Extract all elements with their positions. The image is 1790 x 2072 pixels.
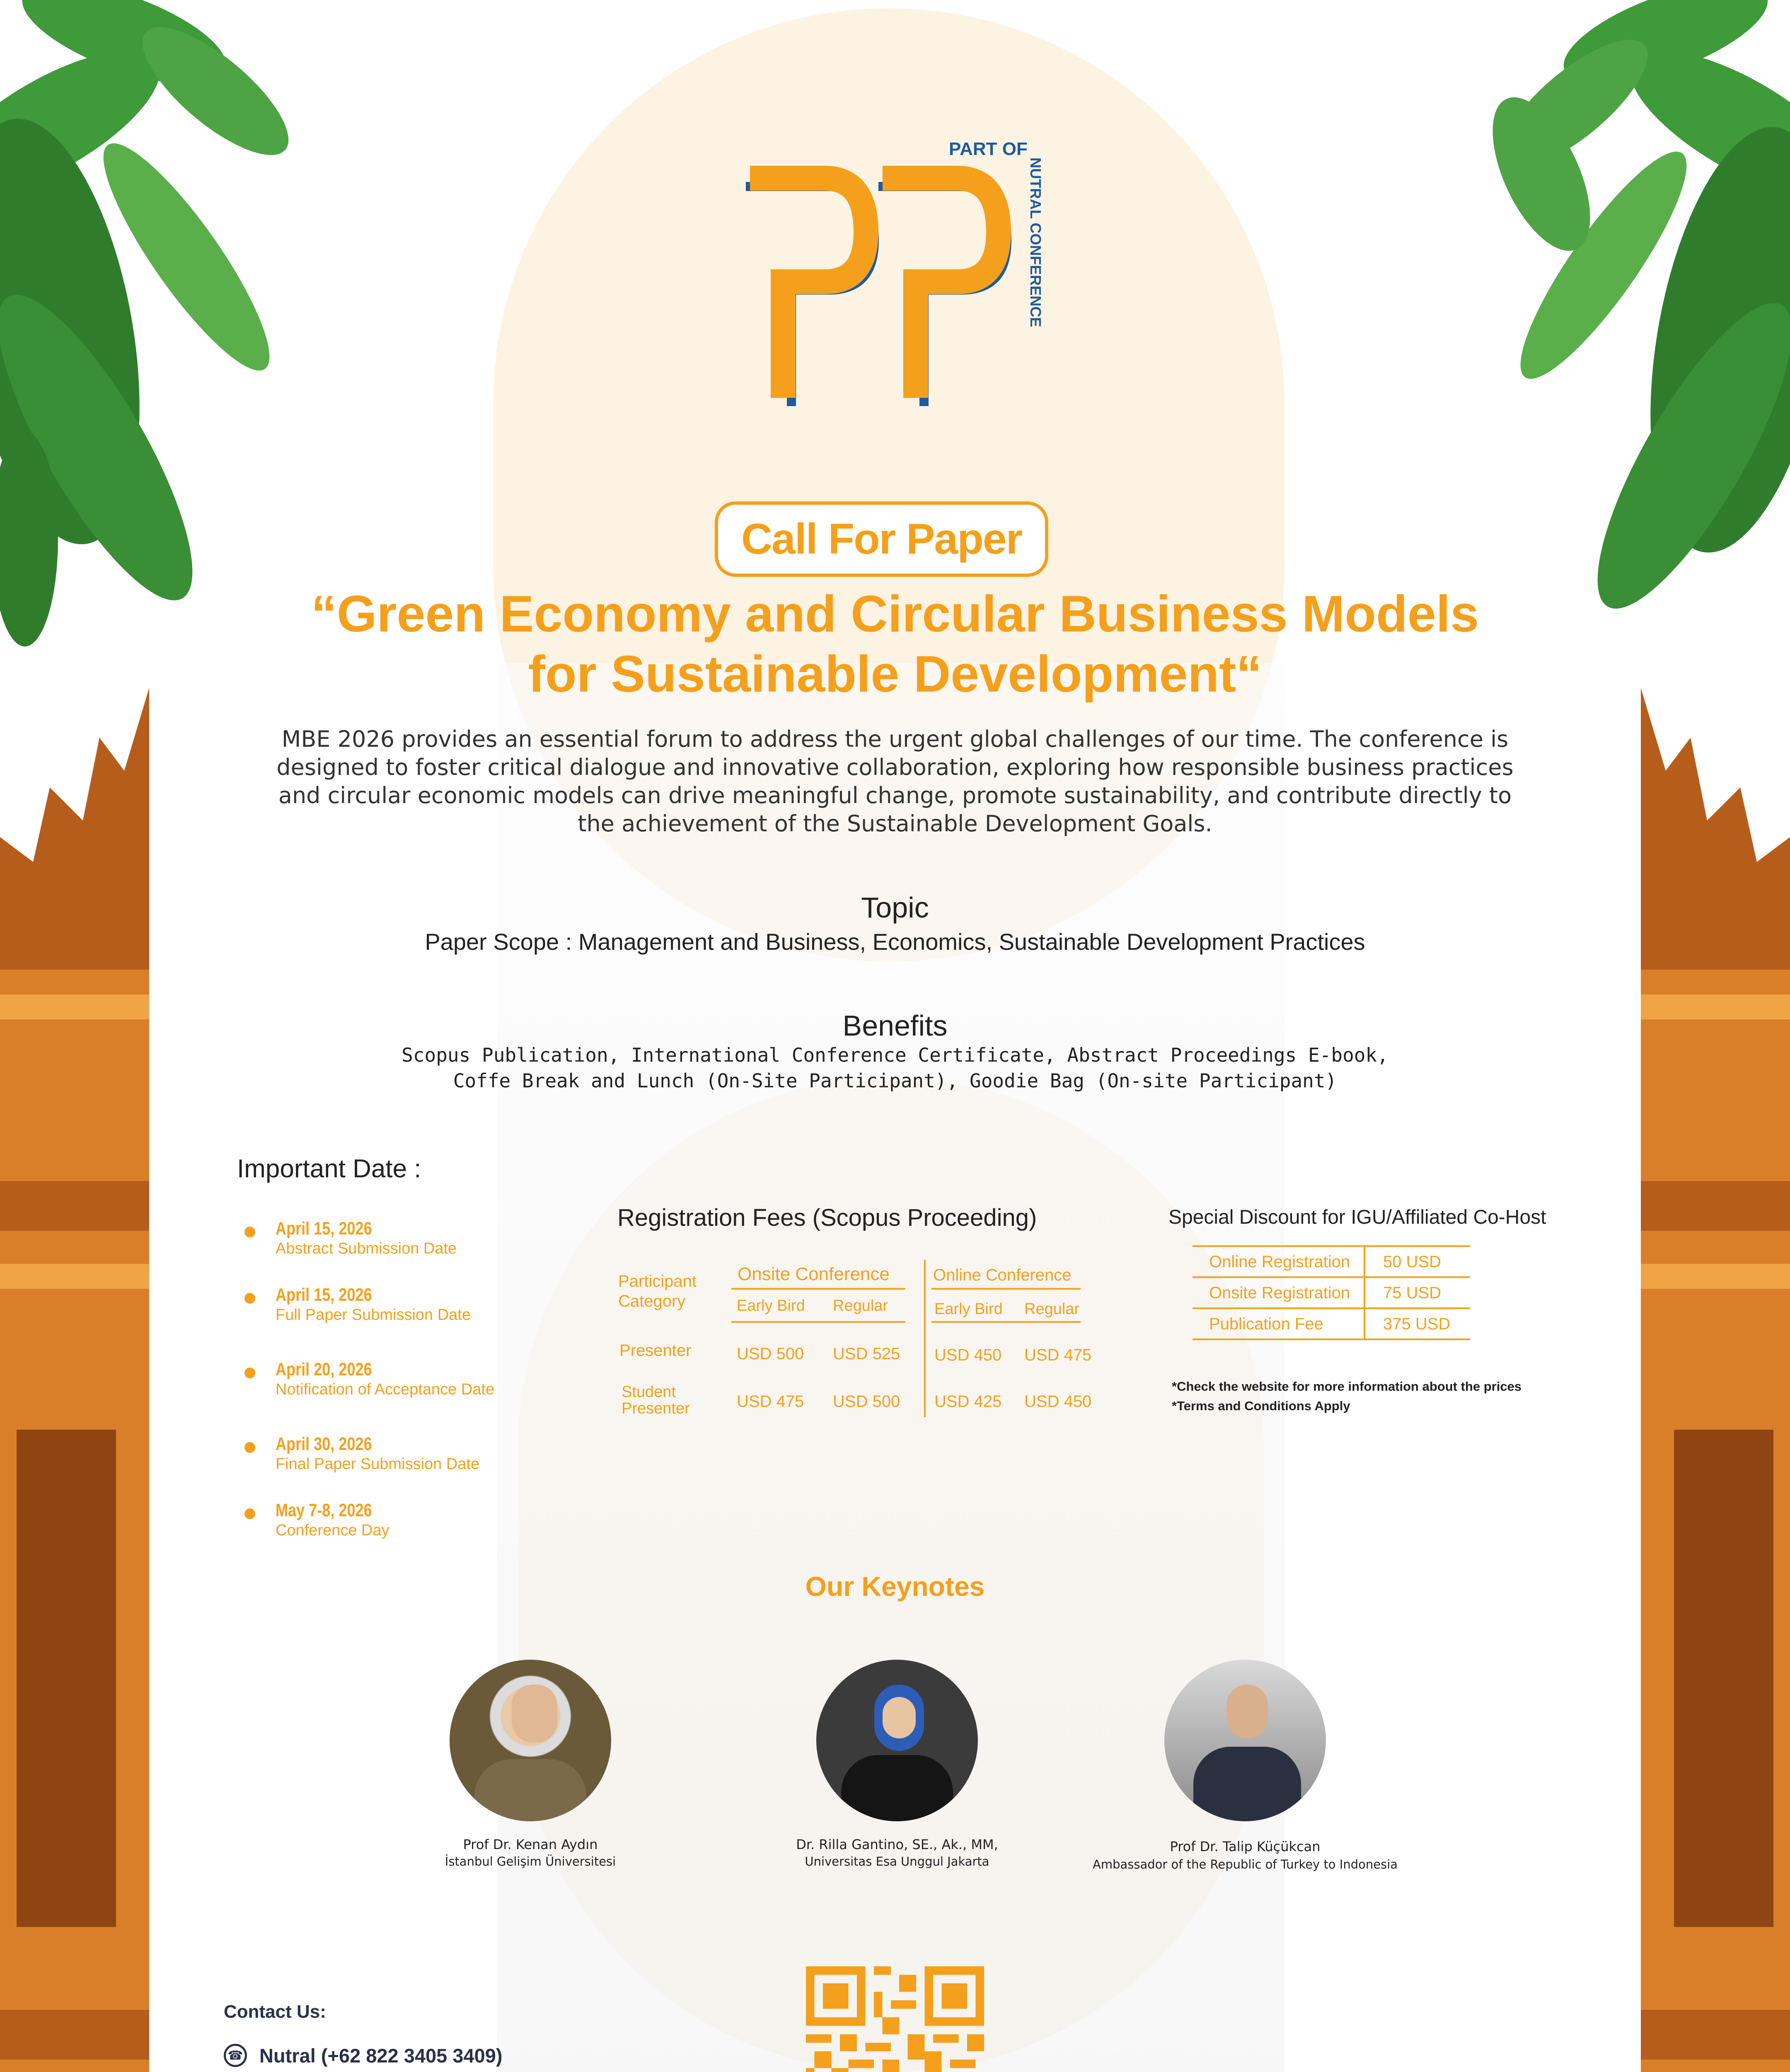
phone-icon: ☎ <box>224 2044 247 2067</box>
bbr-logo-icon <box>733 157 1032 439</box>
fees-cell: USD 425 <box>934 1392 1002 1411</box>
keynotes-title: Our Keynotes <box>805 1571 985 1602</box>
benefits-body <box>0 1042 1790 1094</box>
fees-cell: USD 500 <box>833 1392 900 1411</box>
headline-line-2: for Sustainable Development“ <box>528 646 1262 703</box>
divider <box>731 1321 905 1323</box>
divider <box>931 1288 1081 1290</box>
fees-category-header-2: Category <box>618 1292 686 1310</box>
fees-row-category: Presenter <box>619 1341 692 1360</box>
benefits-line-1: Scopus Publication, International Conference Certificate, Abstract Proceedings E-book, <box>402 1044 1388 1066</box>
speaker-photo-1 <box>450 1660 611 1821</box>
fees-row-category: Presenter <box>622 1400 690 1417</box>
divider <box>924 1260 926 1417</box>
important-date-title: Important Date : <box>237 1155 421 1183</box>
speaker-photo-2 <box>816 1660 978 1821</box>
fees-online-regular: Regular <box>1024 1300 1080 1318</box>
logo-conference: NUTRAL CONFERENCE <box>1027 157 1044 327</box>
divider <box>931 1321 1081 1323</box>
speaker-name-3: Prof Dr. Talip Küçükcan <box>1170 1839 1321 1854</box>
speaker-name-1: Prof Dr. Kenan Aydın <box>463 1837 598 1852</box>
contact-phone[interactable]: ☎ Nutral (+62 822 3405 3409) <box>224 2044 503 2067</box>
logo-part-of: PART OF <box>949 139 1028 159</box>
benefits-title: Benefits <box>842 1009 948 1042</box>
fees-onsite-header: Onsite Conference <box>738 1264 890 1284</box>
speaker-affiliation-2: Universitas Esa Unggul Jakarta <box>805 1854 989 1869</box>
leaves-left-icon <box>0 0 373 663</box>
pillar-left <box>0 932 149 2072</box>
speaker-affiliation-3: Ambassador of the Republic of Turkey to Indonesia <box>1092 1857 1398 1871</box>
topic-body: Paper Scope : Management and Business, Economics, Sustainable Development Practices <box>425 929 1365 955</box>
fees-cell: USD 475 <box>1024 1346 1092 1364</box>
call-for-paper-badge: Call For Paper <box>715 501 1048 577</box>
benefits-line-2: Coffe Break and Lunch (On-Site Participant), Goodie Bag (On-site Participant) <box>453 1070 1337 1092</box>
fees-title: Registration Fees (Scopus Proceeding) <box>617 1204 1037 1231</box>
headline <box>249 584 1541 704</box>
discount-table: Online Registration 50 USD Onsite Registration 75 USD Publication Fee 375 USD <box>1193 1245 1470 1340</box>
fees-cell: USD 475 <box>737 1392 804 1411</box>
fees-onsite-regular: Regular <box>833 1297 888 1314</box>
divider <box>731 1288 905 1290</box>
speaker-photo-3 <box>1164 1660 1326 1821</box>
fees-cell: USD 525 <box>833 1345 900 1363</box>
fees-cell: USD 450 <box>934 1346 1002 1364</box>
qr-code-icon[interactable] <box>806 1966 984 2072</box>
pillar-right <box>1641 932 1790 2072</box>
fees-row-category: Student <box>622 1383 676 1401</box>
fees-category-header-1: Participant <box>618 1272 697 1290</box>
fees-online-early: Early Bird <box>934 1300 1003 1318</box>
leaves-right-icon <box>1417 0 1790 663</box>
discount-note-2: *Terms and Conditions Apply <box>1172 1399 1350 1413</box>
topic-title: Topic <box>861 891 929 924</box>
discount-title: Special Discount for IGU/Affiliated Co-Host <box>1168 1206 1546 1228</box>
fees-online-header: Online Conference <box>933 1266 1072 1284</box>
fees-onsite-early: Early Bird <box>737 1297 805 1314</box>
speaker-affiliation-1: İstanbul Gelişim Üniversitesi <box>445 1854 616 1869</box>
fees-cell: USD 450 <box>1024 1392 1092 1411</box>
intro-paragraph: MBE 2026 provides an essential forum to address the urgent global challenges of our time. The conference is designed to foster critical dialogue and innovative collaboration, exploring how responsible business practices and circular economic models can drive meaningful change, promote sustainability, and contribute directly to the achievement of the Sustainable Development Goals. <box>276 726 1514 837</box>
headline-line-1: “Green Economy and Circular Business Models <box>311 586 1479 643</box>
contact-title: Contact Us: <box>224 2002 326 2022</box>
fees-cell: USD 500 <box>737 1345 804 1363</box>
speaker-name-2: Dr. Rilla Gantino, SE., Ak., MM, <box>796 1837 998 1852</box>
discount-note-1: *Check the website for more information about the prices <box>1172 1379 1522 1394</box>
